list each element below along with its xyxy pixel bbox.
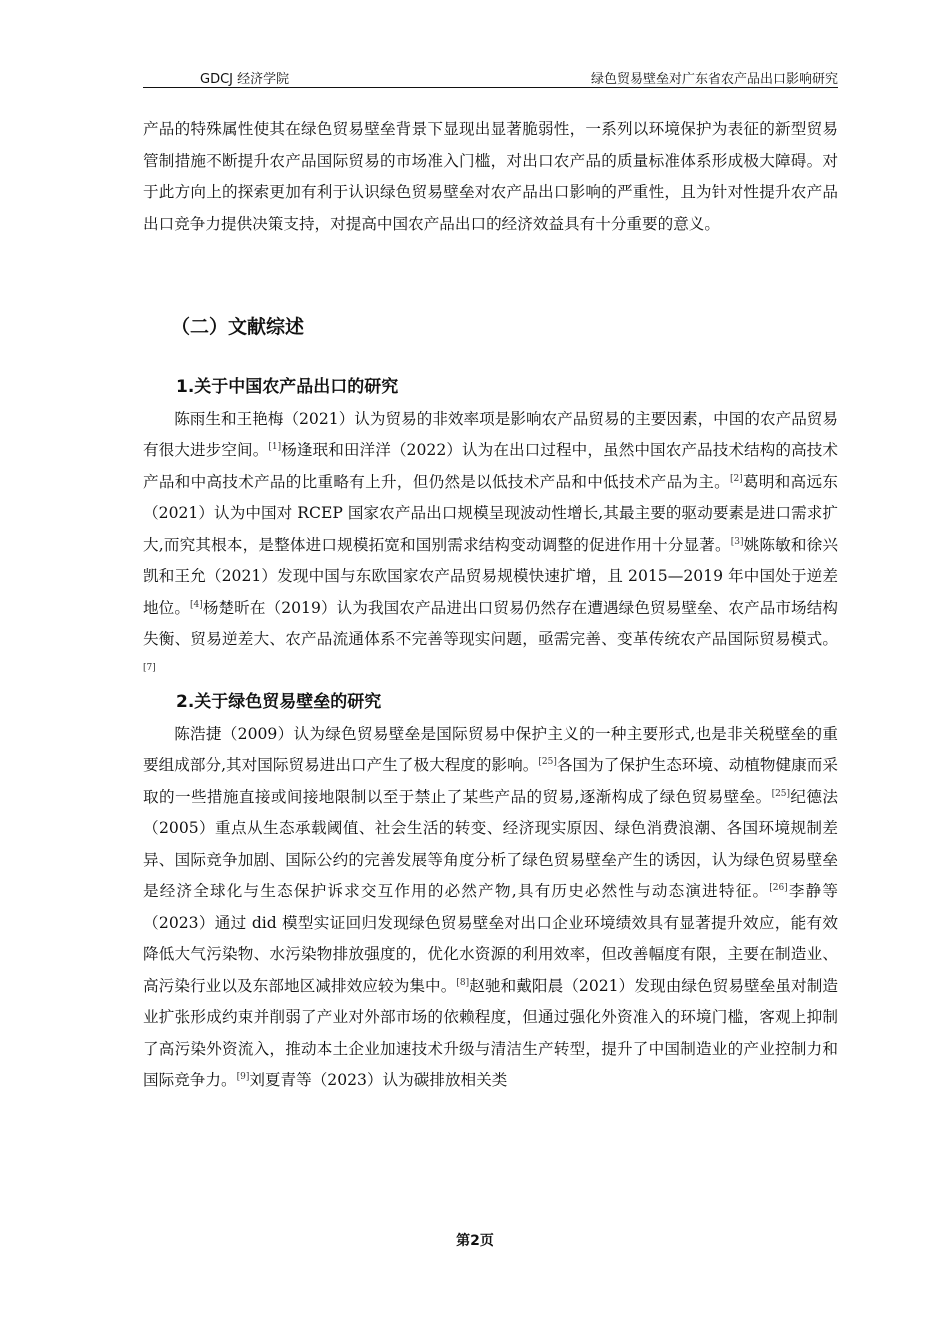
subsection-1-paragraph <box>143 404 838 688</box>
citation-ref[interactable]: [1] <box>268 441 282 452</box>
subsection-1-title: 1.关于中国农产品出口的研究 <box>176 377 399 397</box>
citation-text: 杨楚昕在（2019）认为我国农产品进出口贸易仍然存在遭遇绿色贸易壁垒、农产品市场结构失衡、贸易逆差大、农产品流通体系不完善等现实问题，亟需完善、变革传统农产品国际贸易模式。 <box>143 598 838 648</box>
citation-text: 李静等（2023）通过 did 模型实证回归发现绿色贸易壁垒对出口企业环境绩效具有显著提升效应，能有效降低大气污染物、水污染物排放强度的，优化水资源的利用效率，但改善幅度有限，主要在制造业、高污染行业以及东部地区减排效应较为集中。 <box>143 882 838 995</box>
citation-ref[interactable]: [25] <box>771 788 791 799</box>
citation-ref[interactable]: [7] <box>143 662 156 673</box>
subsection-2-paragraph <box>143 719 838 1097</box>
citation-ref[interactable]: [25] <box>538 756 557 767</box>
citation-text: 葛明和高远东（2021）认为中国对 RCEP 国家农产品出口规模呈现波动性增长,其最主要的驱动要素是进口需求扩大,而究其根本，是整体进口规模拓宽和国别需求结构变动调整的促进作用十分显著。 <box>143 472 838 554</box>
header-thesis-title: 绿色贸易壁垒对广东省农产品出口影响研究 <box>590 72 838 87</box>
citation-text: 赵驰和戴阳晨（2021）发现由绿色贸易壁垒虽对制造业扩张形成约束并削弱了产业对外部市场的依赖程度，但通过强化外资准入的环境门槛，客观上抑制了高污染外资流入，推动本土企业加速技术升级与清洁生产转型，提升了中国制造业的产业控制力和国际竞争力。 <box>143 976 838 1089</box>
citation-text: 陈雨生和王艳梅（2021）认为贸易的非效率项是影响农产品贸易的主要因素，中国的农产品贸易有很大进步空间。 <box>143 409 838 459</box>
citation-ref[interactable]: [26] <box>769 882 788 893</box>
citation-ref[interactable]: [3] <box>730 536 744 547</box>
literature-review <box>143 372 838 1097</box>
citation-text: 各国为了保护生态环境、动植物健康而采取的一些措施直接或间接地限制以至于禁止了某些产品的贸易,逐渐构成了绿色贸易壁垒。 <box>143 756 838 806</box>
header-rule <box>143 87 838 88</box>
intro-paragraph: 产品的特殊属性使其在绿色贸易壁垒背景下显现出显著脆弱性，一系列以环境保护为表征的新型贸易管制措施不断提升农产品国际贸易的市场准入门槛，对出口农产品的质量标准体系形成极大障碍。对于此方向上的探索更加有利于认识绿色贸易壁垒对农产品出口影响的严重性，且为针对性提升农产品出口竞争力提供决策支持，对提高中国农产品出口的经济效益具有十分重要的意义。 <box>143 120 838 233</box>
citation-text: 纪德法（2005）重点从生态承载阈值、社会生活的转变、经济现实原因、绿色消费浪潮、各国环境规制差异、国际竞争加剧、国际公约的完善发展等角度分析了绿色贸易壁垒产生的诱因，认为绿色贸易壁垒是经济全球化与生态保护诉求交互作用的必然产物,具有历史必然性与动态演进特征。 <box>143 787 838 900</box>
intro-block <box>143 114 838 240</box>
citation-text: 刘夏青等（2023）认为碳排放相关类 <box>249 1071 508 1089</box>
page-number: 第2页 <box>456 1233 494 1249</box>
citation-text: 杨逢珉和田洋洋（2022）认为在出口过程中，虽然中国农产品技术结构的高技术产品和中高技术产品的比重略有上升，但仍然是以低技术产品和中低技术产品为主。 <box>143 441 838 491</box>
citation-ref[interactable]: [8] <box>456 977 470 988</box>
section-title: （二）文献综述 <box>171 316 305 338</box>
citation-text: 陈浩捷（2009）认为绿色贸易壁垒是国际贸易中保护主义的一种主要形式,也是非关税壁垒的重要组成部分,其对国际贸易进出口产生了极大程度的影响。 <box>143 724 838 774</box>
citation-ref[interactable]: [2] <box>730 473 743 484</box>
page-header <box>143 64 838 88</box>
subsection-2-title: 2.关于绿色贸易壁垒的研究 <box>176 692 382 712</box>
citation-text: 姚陈敏和徐兴凯和王允（2021）发现中国与东欧国家农产品贸易规模快速扩增，且 2015—2019 年中国处于逆差地位。 <box>143 535 838 617</box>
citation-ref[interactable]: [9] <box>236 1071 250 1082</box>
header-school: GDCJ 经济学院 <box>200 72 290 87</box>
citation-ref[interactable]: [4] <box>190 599 203 610</box>
